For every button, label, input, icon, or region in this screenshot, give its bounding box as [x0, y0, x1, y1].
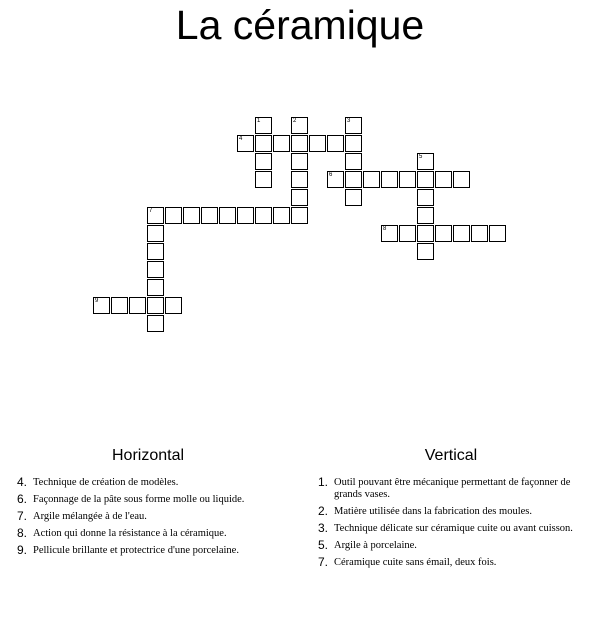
crossword-cell[interactable]: [345, 171, 362, 188]
crossword-cell[interactable]: [417, 171, 434, 188]
crossword-cell[interactable]: [363, 171, 380, 188]
crossword-cell[interactable]: [129, 297, 146, 314]
crossword-cell[interactable]: [453, 171, 470, 188]
cell-number: 1: [257, 118, 261, 124]
clue-text: Outil pouvant être mécanique permettant de façonner de grands vases.: [334, 477, 571, 500]
crossword-cell[interactable]: [255, 207, 272, 224]
crossword-cell[interactable]: [417, 225, 434, 242]
cell-number: 2: [293, 118, 297, 124]
cell-number: 9: [95, 298, 99, 304]
cell-number: 3: [347, 118, 351, 124]
clue-number: 1.: [318, 475, 329, 489]
clue-text: Matière utilisée dans la fabrication des moules.: [334, 506, 532, 517]
clue-text: Argile mélangée à de l'eau.: [33, 511, 147, 522]
crossword-cell[interactable]: [291, 189, 308, 206]
crossword-cell[interactable]: [345, 117, 362, 134]
crossword-cell[interactable]: [327, 135, 344, 152]
clue-text: Technique de création de modèles.: [33, 477, 179, 488]
crossword-cell[interactable]: [381, 225, 398, 242]
crossword-cell[interactable]: [273, 207, 290, 224]
crossword-cell[interactable]: [165, 207, 182, 224]
across-clue: [17, 528, 302, 540]
cell-number: 6: [329, 172, 333, 178]
crossword-cell[interactable]: [147, 207, 164, 224]
crossword-cell[interactable]: [165, 297, 182, 314]
crossword-cell[interactable]: [291, 171, 308, 188]
clue-number: 9.: [17, 543, 28, 557]
crossword-cell[interactable]: [237, 135, 254, 152]
crossword-cell[interactable]: [237, 207, 254, 224]
crossword-cell[interactable]: [183, 207, 200, 224]
down-clue: [318, 523, 593, 535]
crossword-cell[interactable]: [417, 243, 434, 260]
crossword-cell[interactable]: [345, 189, 362, 206]
crossword-cell[interactable]: [147, 225, 164, 242]
crossword-cell[interactable]: [291, 135, 308, 152]
crossword-cell[interactable]: [435, 225, 452, 242]
crossword-cell[interactable]: [453, 225, 470, 242]
clue-text: Action qui donne la résistance à la céramique.: [33, 528, 227, 539]
clue-number: 7.: [318, 555, 329, 569]
crossword-cell[interactable]: [147, 297, 164, 314]
clue-number: 5.: [318, 538, 329, 552]
crossword-cell[interactable]: [255, 117, 272, 134]
crossword-cell[interactable]: [435, 171, 452, 188]
crossword-cell[interactable]: [291, 117, 308, 134]
cell-number: 5: [419, 154, 423, 160]
across-clue: [17, 511, 302, 523]
down-heading: Vertical: [424, 447, 478, 464]
crossword-cell[interactable]: [93, 297, 110, 314]
clue-number: 6.: [17, 492, 28, 506]
crossword-cell[interactable]: [417, 153, 434, 170]
cell-number: 8: [383, 226, 387, 232]
across-clue: [17, 477, 302, 489]
crossword-cell[interactable]: [273, 135, 290, 152]
crossword-cell[interactable]: [327, 171, 344, 188]
crossword-cell[interactable]: [489, 225, 506, 242]
crossword-cell[interactable]: [147, 315, 164, 332]
down-clue: [318, 506, 593, 518]
crossword-cell[interactable]: [345, 153, 362, 170]
down-clue: [318, 477, 593, 501]
crossword-cell[interactable]: [255, 171, 272, 188]
clue-number: 8.: [17, 526, 28, 540]
clue-text: Façonnage de la pâte sous forme molle ou liquide.: [33, 494, 245, 505]
crossword-cell[interactable]: [399, 171, 416, 188]
across-clue: [17, 545, 302, 557]
page-title: La céramique: [175, 2, 425, 48]
across-heading: Horizontal: [111, 447, 185, 464]
across-clue: [17, 494, 302, 506]
down-clue-list: [318, 477, 593, 574]
crossword-cell[interactable]: [219, 207, 236, 224]
crossword-cell[interactable]: [291, 153, 308, 170]
crossword-cell[interactable]: [417, 207, 434, 224]
cell-number: 4: [239, 136, 243, 142]
crossword-cell[interactable]: [255, 153, 272, 170]
crossword-cell[interactable]: [147, 261, 164, 278]
clue-number: 3.: [318, 521, 329, 535]
across-clue-list: [17, 477, 302, 562]
crossword-cell[interactable]: [201, 207, 218, 224]
down-clue: [318, 540, 593, 552]
clue-number: 7.: [17, 509, 28, 523]
cell-number: 7: [149, 208, 153, 214]
crossword-cell[interactable]: [381, 171, 398, 188]
clue-text: Pellicule brillante et protectrice d'une porcelaine.: [33, 545, 239, 556]
down-clue: [318, 557, 593, 569]
crossword-cell[interactable]: [111, 297, 128, 314]
crossword-cell[interactable]: [147, 243, 164, 260]
crossword-cell[interactable]: [417, 189, 434, 206]
crossword-cell[interactable]: [309, 135, 326, 152]
clue-text: Technique délicate sur céramique cuite ou avant cuisson.: [334, 523, 573, 534]
crossword-cell[interactable]: [399, 225, 416, 242]
clue-number: 4.: [17, 475, 28, 489]
crossword-cell[interactable]: [291, 207, 308, 224]
crossword-cell[interactable]: [255, 135, 272, 152]
crossword-cell[interactable]: [345, 135, 362, 152]
clue-text: Argile à porcelaine.: [334, 540, 417, 551]
clue-text: Céramique cuite sans émail, deux fois.: [334, 557, 497, 568]
clue-number: 2.: [318, 504, 329, 518]
crossword-cell[interactable]: [471, 225, 488, 242]
crossword-cell[interactable]: [147, 279, 164, 296]
